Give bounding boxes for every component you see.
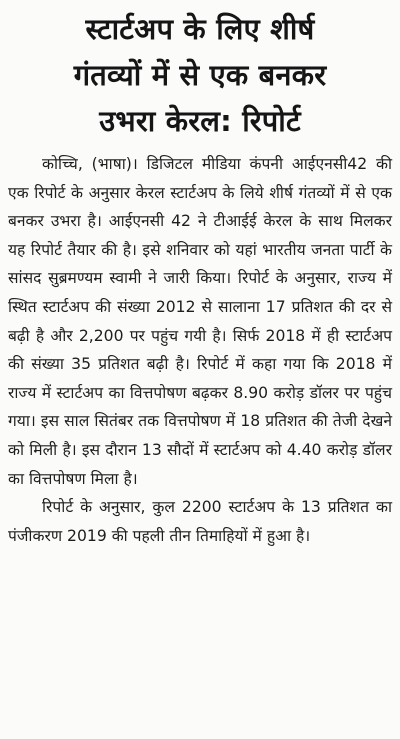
headline-line-1: स्टार्टअप के लिए शीर्ष <box>85 12 315 46</box>
headline-line-2: गंतव्यों में से एक बनकर <box>73 58 327 92</box>
article-paragraph-1: कोच्चि, (भाषा)। डिजिटल मीडिया कंपनी आईएनसी42 की एक रिपोर्ट के अनुसार केरल स्टार्टअप के लिये शीर्ष गंतव्यों में से एक बनकर उभरा है। आईएनसी 42 ने टीआईई केरल के साथ मिलकर यह रिपोर्ट तैयार की है। इसे शनिवार को यहां भारतीय जनता पार्टी के सांसद सुब्रमण्यम स्वामी ने जारी किया। रिपोर्ट के अनुसार, राज्य में स्थित स्टार्टअप की संख्या 2012 से सालाना 17 प्रतिशत की दर से बढ़ी है और 2,200 पर पहुंच गयी है। सिर्फ 2018 में ही स्टार्टअप की संख्या 35 प्रतिशत बढ़ी है। रिपोर्ट में कहा गया कि 2018 में राज्य में स्टार्टअप का वित्तपोषण बढ़कर 8.90 करोड़ डॉलर पर पहुंच गया। इस साल सितंबर तक वित्तपोषण में 18 प्रतिशत की तेजी देखने को मिली है। इस दौरान 13 सौदों में स्टार्टअप को 4.40 करोड़ डॉलर का वित्तपोषण मिला है। <box>8 155 392 488</box>
headline <box>8 6 392 144</box>
headline-line-3: उभरा केरल: रिपोर्ट <box>99 104 301 138</box>
article-paragraph-2: रिपोर्ट के अनुसार, कुल 2200 स्टार्टअप के 13 प्रतिशत का पंजीकरण 2019 की पहली तीन तिमाहियों में हुआ है। <box>8 498 392 545</box>
article-body <box>8 150 392 550</box>
